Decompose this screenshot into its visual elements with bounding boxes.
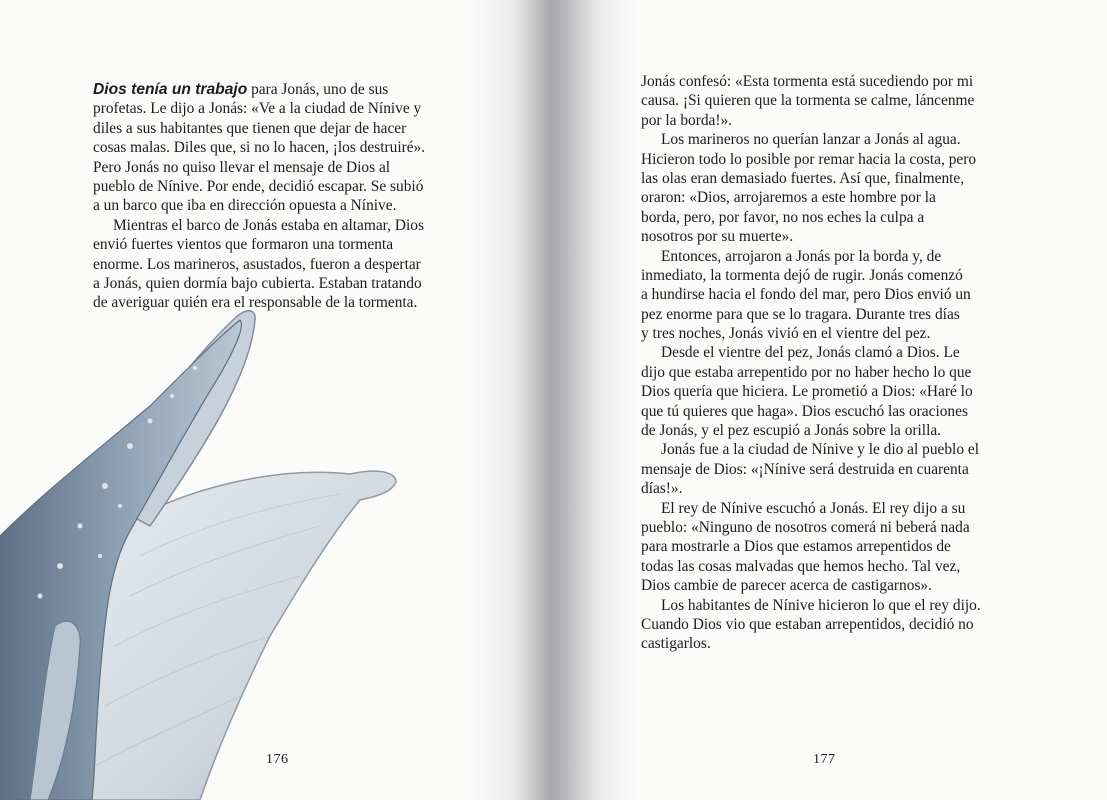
text-line: profetas. Le dijo a Jonás: «Ve a la ciudad de Nínive y <box>93 100 422 118</box>
text-line: Dios quería que hiciera. Le prometió a Dios: «Haré lo <box>641 383 973 401</box>
text-line: El rey de Nínive escuchó a Jonás. El rey dijo a su <box>661 499 966 517</box>
text-line: las olas eran demasiado fuertes. Así que, finalmente, <box>641 169 965 187</box>
left-page-text <box>93 80 453 313</box>
text-line: Jonás fue a la ciudad de Nínive y le dio al pueblo el <box>661 441 979 459</box>
text-line: Pero Jonás no quiso llevar el mensaje de Dios al <box>93 158 391 176</box>
text-line: Hicieron todo lo posible por remar hacia la costa, pero <box>641 150 977 168</box>
text-line: de averiguar quién era el responsable de la tormenta. <box>93 294 418 312</box>
text-line: oraron: «Dios, arrojaremos a este hombre por la <box>641 189 936 207</box>
text-line: para mostrarle a Dios que estamos arrepentidos de <box>641 538 951 556</box>
text-line: Jonás confesó: «Esta tormenta está sucediendo por mi <box>641 73 974 90</box>
text-line: castigarlos. <box>641 635 711 653</box>
text-line: todas las cosas malvadas que hemos hecho. Tal vez, <box>641 557 961 575</box>
text-line: cosas malas. Diles que, si no lo hacen, ¡los destruiré». <box>93 139 426 157</box>
text-line: diles a sus habitantes que tienen que dejar de hacer <box>93 119 407 137</box>
text-line: mensaje de Dios: «¡Nínive será destruida en cuarenta <box>641 460 969 478</box>
text-line: a Jonás, quien dormía bajo cubierta. Estaban tratando <box>93 274 422 292</box>
lead-phrase: Dios tenía un trabajo <box>93 81 248 98</box>
text-line: por la borda!». <box>641 111 733 129</box>
text-line: inmediato, la tormenta dejó de rugir. Jonás comenzó <box>641 266 963 284</box>
text-line: pueblo de Nínive. Por ende, decidió escapar. Se subió <box>93 177 424 195</box>
text-line: pueblo: «Ninguno de nosotros comerá ni beberá nada <box>641 518 970 536</box>
text-line: Los habitantes de Nínive hicieron lo que el rey dijo. <box>661 596 981 614</box>
text-line: Dios cambie de parecer acerca de castigarnos». <box>641 577 932 595</box>
whale-tail-illustration <box>0 296 460 800</box>
text-line: Cuando Dios vio que estaban arrepentidos, decidió no <box>641 615 974 633</box>
text-line: Los marineros no querían lanzar a Jonás al agua. <box>661 131 961 149</box>
text-line: Dios tenía un trabajo para Jonás, uno de sus <box>93 81 389 98</box>
text-line: borda, pero, por favor, no nos eches la culpa a <box>641 208 925 226</box>
text-line: y tres noches, Jonás vivió en el vientre del pez. <box>641 325 931 343</box>
right-page <box>553 0 1107 800</box>
text-line: nosotros por su muerte». <box>641 228 794 246</box>
text-line: causa. ¡Si quieren que la tormenta se calme, láncenme <box>641 92 975 110</box>
page-number-left: 176 <box>266 752 289 767</box>
text-line: envió fuertes vientos que formaron una tormenta <box>93 236 394 254</box>
left-page <box>0 0 553 800</box>
text-line: Mientras el barco de Jonás estaba en altamar, Dios <box>113 216 424 234</box>
text-line: dijo que estaba arrepentido por no haber hecho lo que <box>641 363 972 381</box>
text-line: de Jonás, y el pez escupió a Jonás sobre la orilla. <box>641 422 942 440</box>
text-line: pez enorme para que se lo tragara. Durante tres días <box>641 305 960 323</box>
text-line: enorme. Los marineros, asustados, fueron a despertar <box>93 255 421 273</box>
text-line: Entonces, arrojaron a Jonás por la borda y, de <box>661 247 942 265</box>
text-line: a un barco que iba en dirección opuesta a Nínive. <box>93 197 397 215</box>
right-page-text <box>641 72 1061 654</box>
text-line: Desde el vientre del pez, Jonás clamó a Dios. Le <box>661 344 960 362</box>
text-line: que tú quieres que haga». Dios escuchó las oraciones <box>641 402 968 420</box>
page-number-right: 177 <box>813 752 836 767</box>
text-line: días!». <box>641 480 683 498</box>
text-line: a hundirse hacia el fondo del mar, pero Dios envió un <box>641 286 971 304</box>
